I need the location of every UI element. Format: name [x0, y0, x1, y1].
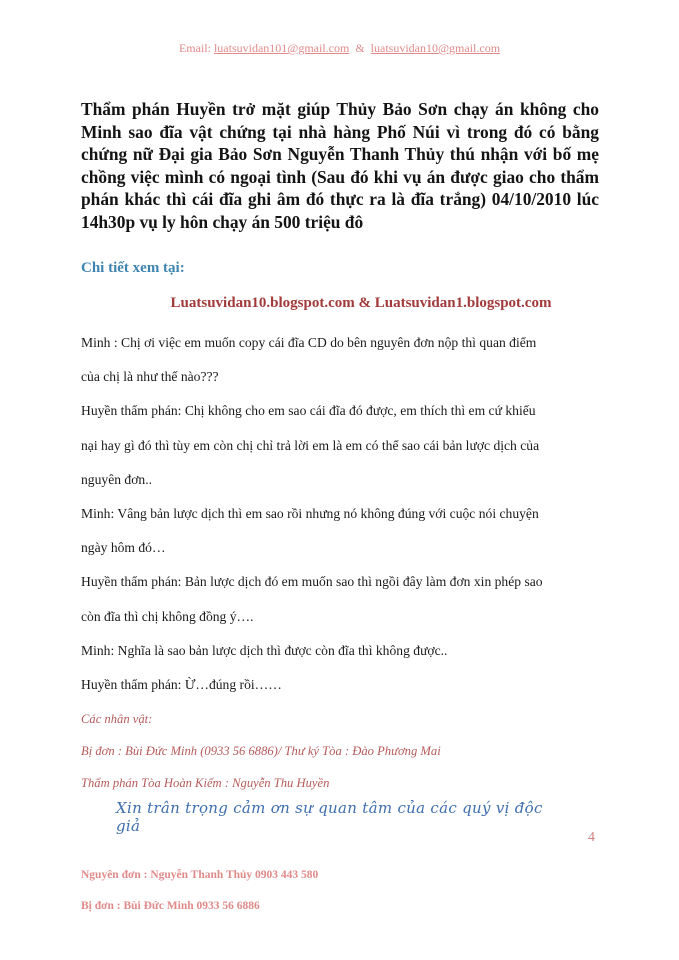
- dialogue-line: Huyền thẩm phán: Bản lược dịch đó em muốn sao thì ngồi đây làm đơn xin phép sao: [81, 574, 543, 590]
- dialogue-line: còn đĩa thì chị không đồng ý….: [81, 608, 254, 624]
- footer-plaintiff: Nguyên đơn : Nguyễn Thanh Thủy 0903 443 580: [81, 869, 319, 881]
- dialogue-line: của chị là như thế nào???: [81, 369, 219, 385]
- characters-section: [81, 703, 601, 799]
- dialogue-line: Minh: Vâng bản lược dịch thì em sao rồi nhưng nó không đúng với cuộc nói chuyện: [81, 506, 539, 522]
- email-link-1[interactable]: luatsuvidan101@gmail.com: [213, 41, 350, 55]
- character-line: Bị đơn : Bùi Đức Minh (0933 56 6886)/ Thư ký Tòa : Đào Phương Mai: [81, 744, 441, 758]
- email-prefix: Email:: [178, 41, 214, 55]
- email-header: [0, 41, 679, 56]
- blog-links: Luatsuvidan10.blogspot.com & Luatsuvidan1.blogspot.com: [170, 295, 552, 311]
- dialogue-line: Huyền thẩm phán: Ừ…đúng rồi……: [81, 677, 282, 693]
- article-headline: Thẩm phán Huyền trở mặt giúp Thủy Bảo Sơn chạy án không cho Minh sao đĩa vật chứng tại nhà hàng Phố Núi vì trong đó có bằng chứng nữ Đại gia Bảo Sơn Nguyễn Thanh Thủy thú nhận với bố mẹ chồng việc mình có ngoại tình (Sau đó khi vụ án được giao cho thẩm phán khác thì cái đĩa ghi âm đó thực ra là đĩa trắng) 04/10/2010 lúc 14h30p vụ ly hôn chạy án 500 triệu đô: [81, 99, 599, 232]
- dialogue-line: Huyền thẩm phán: Chị không cho em sao cái đĩa đó được, em thích thì em cứ khiếu: [81, 403, 536, 419]
- dialogue-transcript: [81, 326, 601, 702]
- footer: [81, 860, 601, 922]
- dialogue-line: nguyên đơn..: [81, 471, 152, 487]
- email-separator: &: [349, 41, 371, 55]
- page-number: 4: [588, 830, 595, 845]
- dialogue-line: Minh: Nghĩa là sao bản lược dịch thì được còn đĩa thì không được..: [81, 642, 448, 658]
- dialogue-line: Minh : Chị ơi việc em muốn copy cái đĩa CD do bên nguyên đơn nộp thì quan điểm: [81, 335, 537, 350]
- dialogue-line: ngày hôm đó…: [81, 540, 166, 556]
- character-line: Thẩm phán Tòa Hoàn Kiếm : Nguyễn Thu Huyền: [81, 776, 330, 790]
- detail-label: Chi tiết xem tại:: [81, 260, 185, 276]
- characters-heading: Các nhân vật:: [81, 712, 153, 726]
- email-link-2[interactable]: luatsuvidan10@gmail.com: [370, 41, 501, 55]
- dialogue-line: nại hay gì đó thì tùy em còn chị chỉ trả lời em là em có thể sao cái bản lược dịch của: [81, 437, 540, 453]
- footer-defendant: Bị đơn : Bùi Đức Minh 0933 56 6886: [81, 900, 260, 912]
- thanks-note: Xin trân trọng cảm ơn sự quan tâm của các quý vị độc giả: [116, 799, 543, 835]
